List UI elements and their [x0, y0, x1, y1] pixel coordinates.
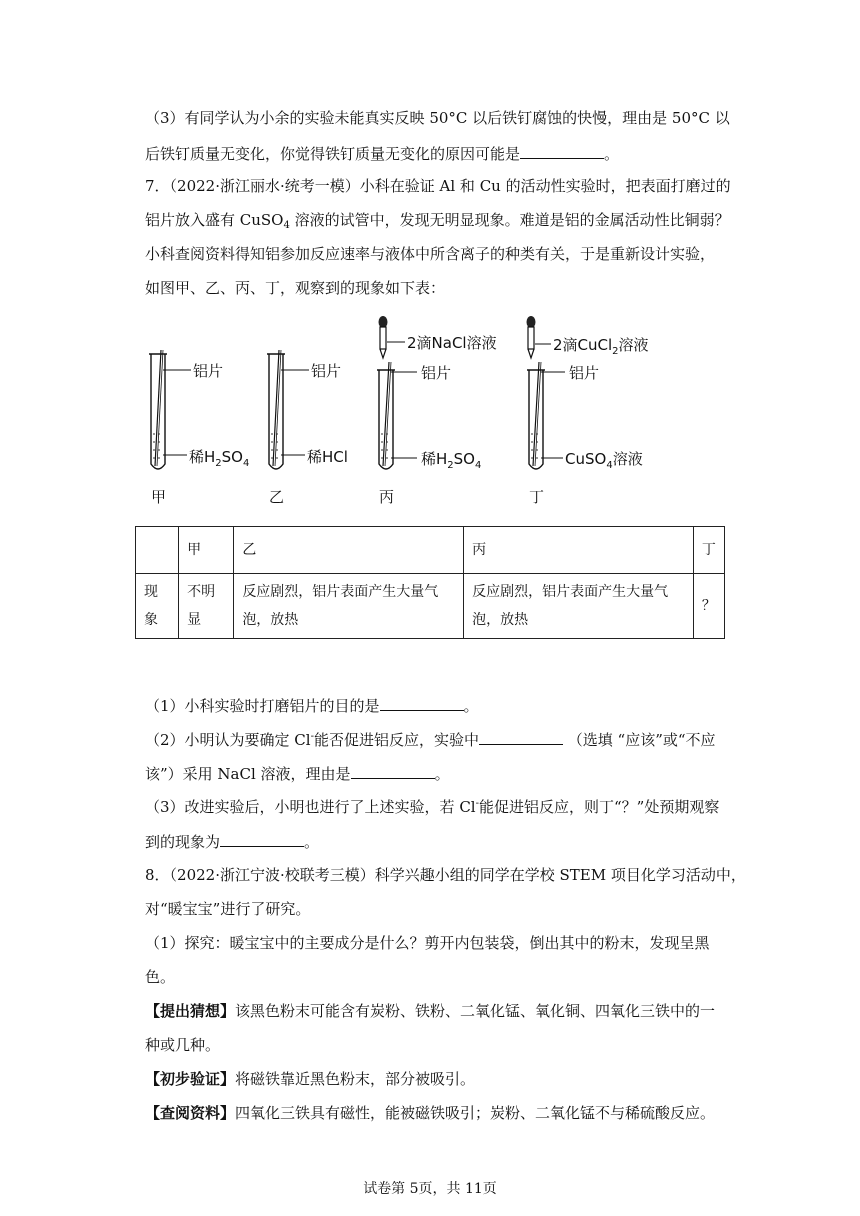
tube-bing-label-liquid: 稀$H_2SO_4$ [421, 450, 482, 471]
q7-sub3-sup: - [475, 798, 479, 809]
page-footer: 试卷第 5页，共 11页 [363, 1181, 497, 1197]
q7-line2-a: 铝片放入盛有 CuSO [145, 211, 284, 229]
answer-blank[interactable] [520, 143, 604, 159]
answer-blank[interactable] [220, 831, 304, 847]
q8-reference [145, 1103, 715, 1123]
table-header-cell [136, 527, 179, 574]
q8-line2: 对“暖宝宝”进行了研究。 [145, 900, 311, 918]
table-header-cell: 丙 [464, 527, 694, 574]
q7-sub2-sup: - [310, 731, 314, 742]
q8-line1: 8．（2022·浙江宁波·校联考三模）科学兴趣小组的同学在学校 STEM 项目化学习活动中， [145, 866, 746, 884]
q6-part3-text: 后铁钉质量无变化，你觉得铁钉质量无变化的原因可能是 [145, 145, 521, 163]
q7-sub1 [145, 695, 479, 716]
table-row [136, 574, 725, 639]
q7-sub2-line2-end: 。 [434, 765, 450, 783]
q7-line2 [145, 210, 730, 230]
tube-yi-name: 乙 [269, 488, 285, 506]
dropper-icon [527, 316, 536, 358]
q7-line2-sub: 4 [283, 220, 290, 231]
q8-ref-tag: 【查阅资料】 [145, 1104, 236, 1122]
answer-blank[interactable] [380, 695, 464, 711]
tube-yi-label-al: 铝片 [311, 362, 342, 380]
tube-jia [149, 350, 249, 506]
tube-ding-label-liquid: CuSO$_4$溶液 [565, 450, 643, 471]
tube-yi [267, 350, 348, 506]
tube-ding-dropper-label: 2滴CuCl$_2$溶液 [553, 336, 649, 357]
q7-sub3-line2 [145, 831, 319, 852]
q8-guess [145, 1001, 715, 1021]
q6-part3-end: 。 [604, 145, 620, 163]
q7-sub2-line2-text: 该”）采用 NaCl 溶液，理由是 [145, 765, 351, 783]
q6-part3-line1: （3）有同学认为小余的实验未能真实反映 50°C 以后铁钉腐蚀的快慢，理由是 50°C 以 [145, 109, 730, 127]
table-header-cell: 乙 [234, 527, 464, 574]
q7-line4: 如图甲、乙、丙、丁，观察到的现象如下表： [145, 279, 446, 297]
tube-jia-label-liquid: 稀$H_2SO_4$ [189, 448, 250, 469]
answer-blank[interactable] [351, 763, 435, 779]
q7-line3: 小科查阅资料得知铝参加反应速率与液体中所含离子的种类有关，于是重新设计实验， [145, 245, 716, 263]
tube-bing [377, 316, 497, 506]
q8-ref-text: 四氧化三铁具有磁性，能被磁铁吸引；炭粉、二氧化锰不与稀硫酸反应。 [235, 1104, 716, 1122]
test-tube-figure [135, 312, 695, 512]
q7-sub2-line2 [145, 763, 450, 784]
tube-bing-label-al: 铝片 [421, 364, 452, 382]
tube-yi-label-liquid: 稀HCl [307, 448, 348, 466]
tube-bing-name: 丙 [379, 488, 395, 506]
q8-verify-tag: 【初步验证】 [145, 1070, 236, 1088]
q8-verify [145, 1069, 475, 1089]
q8-verify-text: 将磁铁靠近黑色粉末，部分被吸引。 [235, 1070, 476, 1088]
observation-table [135, 526, 725, 639]
tube-ding-label-al: 铝片 [569, 364, 600, 382]
table-header-cell: 丁 [693, 527, 724, 574]
table-row-label: 现象 [136, 574, 179, 639]
q6-part3-line2 [145, 143, 619, 164]
tube-bing-dropper-label: 2滴NaCl溶液 [407, 334, 497, 352]
tube-jia-name: 甲 [151, 488, 167, 506]
table-cell: 反应剧烈，铝片表面产生大量气泡，放热 [464, 574, 694, 639]
tube-ding-name: 丁 [529, 488, 545, 506]
q8-line4: 色。 [145, 968, 176, 986]
table-cell: 不明显 [179, 574, 234, 639]
q8-guess-text: 该黑色粉末可能含有炭粉、铁粉、二氧化锰、氧化铜、四氧化三铁中的一 [235, 1002, 716, 1020]
q7-line1: 7．（2022·浙江丽水·统考一模）小科在验证 Al 和 Cu 的活动性实验时，把表面打磨过的 [145, 177, 731, 195]
q7-sub3-text: （3）改进实验后，小明也进行了上述实验，若 Cl [145, 798, 476, 816]
q7-sub3-line2-end: 。 [304, 833, 320, 851]
answer-blank[interactable] [479, 729, 563, 745]
table-header-row [136, 527, 725, 574]
q7-sub3-post: 能促进铝反应，则丁“？”处预期观察 [478, 798, 720, 816]
q7-sub2 [145, 729, 716, 750]
q8-guess-tag: 【提出猜想】 [145, 1002, 236, 1020]
q7-line2-b: 溶液的试管中，发现无明显现象。难道是铝的金属活动性比铜弱？ [289, 211, 730, 229]
tube-jia-label-al: 铝片 [193, 362, 224, 380]
table-cell: ？ [693, 574, 724, 639]
q7-sub3 [145, 797, 719, 817]
q7-sub3-line2-text: 到的现象为 [145, 833, 221, 851]
tube-ding [527, 316, 649, 506]
q8-line3: （1）探究：暖宝宝中的主要成分是什么？剪开内包装袋，倒出其中的粉末，发现呈黑 [145, 934, 710, 952]
dropper-icon [379, 316, 388, 358]
table-cell: 反应剧烈，铝片表面产生大量气泡，放热 [234, 574, 464, 639]
q7-sub1-end: 。 [463, 697, 479, 715]
q7-sub2-mid: 能否促进铝反应，实验中 [313, 731, 479, 749]
q7-sub1-text: （1）小科实验时打磨铝片的目的是 [145, 697, 380, 715]
q8-guess-line2: 种或几种。 [145, 1036, 221, 1054]
table-header-cell: 甲 [179, 527, 234, 574]
q7-sub2-post: （选填 “应该”或“不应 [563, 731, 716, 749]
q7-sub2-text: （2）小明认为要确定 Cl [145, 731, 311, 749]
